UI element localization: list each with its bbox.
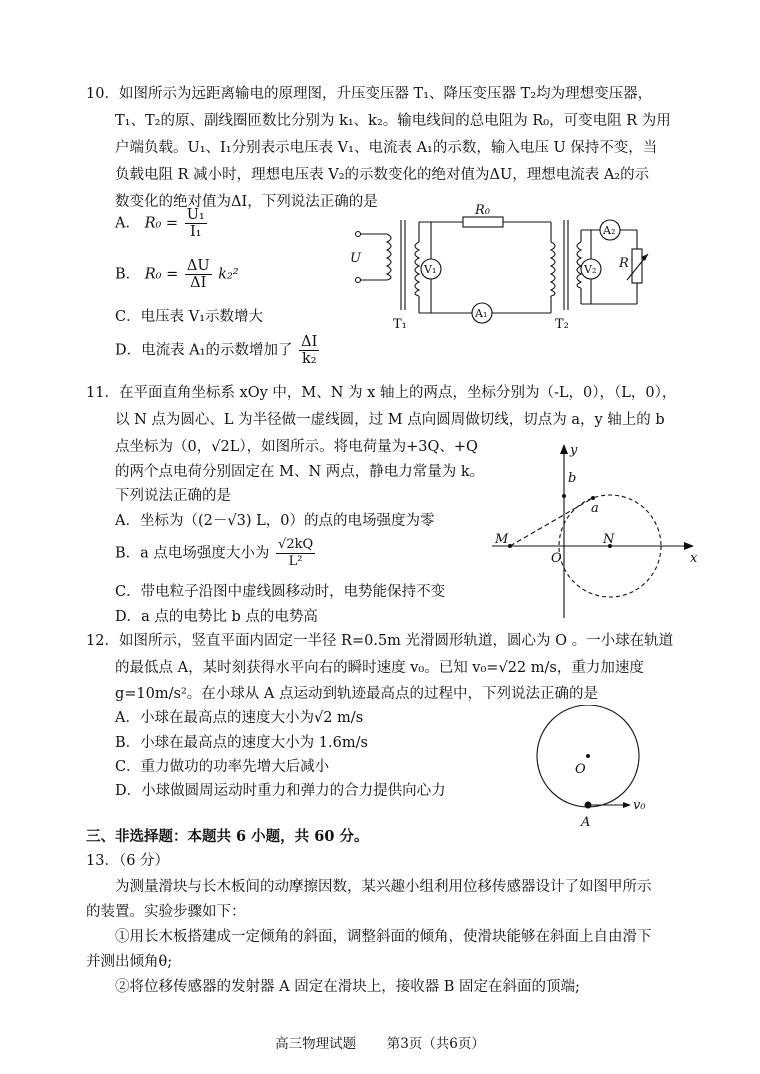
q12-option-c[interactable]: C．重力做功的功率先增大后减小 [115, 759, 330, 775]
q13-line-1: 为测量滑块与长木板间的动摩擦因数，某兴趣小组利用位移传感器设计了如图甲所示 [115, 879, 652, 895]
footer-subject: 高三物理试题 [275, 1036, 357, 1052]
input-terminal-top [356, 232, 361, 237]
r0-resistor [463, 217, 503, 227]
center-point [586, 754, 590, 758]
q12-option-a[interactable]: A．小球在最高点的速度大小为√2 m/s [115, 710, 364, 726]
coordinate-diagram [488, 440, 703, 622]
svg-text:T₂: T₂ [555, 317, 569, 332]
q13-line-5: ②将位移传感器的发射器 A 固定在滑块上，接收器 B 固定在斜面的顶端; [115, 979, 580, 995]
t1-secondary-coil [415, 242, 419, 296]
q10-option-d[interactable]: D．电流表 A₁的示数增加了 $\frac{\Delta I}{\text{k₂}}$ [115, 334, 318, 367]
q11-option-d[interactable]: D．a 点的电势比 b 点的电势高 [115, 609, 318, 625]
q11-line-5: 下列说法正确的是 [115, 488, 231, 504]
q11-line-3: 点坐标为（0，√2L），如图所示。将电荷量为+3Q、+Q [115, 439, 478, 455]
svg-text:A₂: A₂ [603, 224, 616, 237]
q12-line-2: 的最低点 A，某时刻获得水平向右的瞬时速度 v₀。已知 v₀=√22 m/s，重力加速度 [115, 660, 644, 676]
svg-text:O: O [575, 762, 586, 777]
svg-text:M: M [495, 532, 509, 547]
q11-line-4: 的两个点电荷分别固定在 M、N 两点，静电力常量为 k。 [115, 464, 485, 480]
svg-text:A: A [581, 815, 591, 830]
t1-primary-coil [387, 234, 391, 280]
q12-line-3: g=10m/s²。在小球从 A 点运动到轨迹最高点的过程中，下列说法正确的是 [115, 686, 598, 702]
circular-track-diagram [525, 705, 665, 835]
t2-secondary-coil [577, 242, 581, 288]
point-m [508, 544, 512, 548]
q13-line-2: 的装置。实验步骤如下： [86, 904, 246, 920]
q11-option-a[interactable]: A．坐标为（(2－√3) L，0）的点的电场强度为零 [115, 513, 435, 529]
svg-text:y: y [570, 443, 578, 458]
svg-text:b: b [568, 471, 577, 486]
q11-line-2: 以 N 点为圆心、L 为半径做一虚线圆，过 M 点向圆周做切线，切点为 a，y 轴上的 b [115, 412, 665, 428]
svg-text:x: x [690, 551, 698, 566]
q11-option-c[interactable]: C．带电粒子沿图中虚线圆移动时，电势能保持不变 [115, 584, 446, 600]
point-a [591, 496, 595, 500]
q10-option-b[interactable]: B． R₀ = $\frac{\Delta U}{\Delta I}$ k₂² [115, 258, 239, 291]
q12-line-1: 12．如图所示，竖直平面内固定一半径 R=0.5m 光滑圆形轨道，圆心为 O 。一小球在轨道 [86, 633, 674, 649]
q10-line-2: T₁、T₂的原、副线圈匝数比分别为 k₁、k₂。输电线间的总电阻为 R₀，可变电阻 R 为用 [115, 113, 671, 129]
q12-option-b[interactable]: B．小球在最高点的速度大小为 1.6m/s [115, 735, 368, 751]
svg-text:O: O [551, 551, 562, 566]
svg-text:R: R [619, 256, 629, 271]
svg-text:a: a [591, 501, 599, 516]
t2-primary-coil [551, 242, 555, 296]
power-transmission-diagram [345, 202, 665, 337]
ball [585, 802, 592, 809]
q10-line-4: 负载电阻 R 减小时，理想电压表 V₂的示数变化的绝对值为ΔU，理想电流表 A₂的示 [115, 167, 650, 183]
svg-text:R₀: R₀ [475, 203, 490, 218]
q11-option-b[interactable]: B．a 点电场强度大小为 $\frac{√2kQ}{\text{L²}}$ [115, 537, 314, 569]
q13-line-3: ①用长木板搭建成一定倾角的斜面，调整斜面的倾角，使滑块能够在斜面上自由滑下 [115, 929, 652, 945]
svg-text:T₁: T₁ [393, 317, 407, 332]
fraction: $\frac{\Delta U}{\Delta I}$ [186, 258, 210, 291]
fraction: $\frac{\text{U₁}}{\text{I₁}}$ [186, 207, 205, 240]
point-b [562, 494, 566, 498]
q10-option-a[interactable]: A． R₀ = $\frac{\text{U₁}}{\text{I₁}}$ [115, 207, 205, 240]
variable-resistor-r [632, 249, 642, 283]
fraction: $\frac{\Delta I}{\text{k₂}}$ [301, 334, 318, 367]
q10-line-5: 数变化的绝对值为ΔI，下列说法正确的是 [115, 194, 378, 210]
svg-text:V₂: V₂ [584, 263, 597, 276]
q11-line-1: 11．在平面直角坐标系 xOy 中，M、N 为 x 轴上的两点，坐标分别为（-L，0），（L，0）， [86, 385, 677, 401]
section-3-title: 三、非选择题：本题共 6 小题，共 60 分。 [86, 828, 369, 845]
q13-line-4: 并测出倾角θ; [86, 954, 173, 970]
q10-option-c[interactable]: C．电压表 V₁示数增大 [115, 309, 264, 325]
input-terminal-bottom [356, 278, 361, 283]
q12-option-d[interactable]: D．小球做圆周运动时重力和弹力的合力提供向心力 [115, 783, 446, 799]
svg-text:N: N [603, 532, 615, 547]
tangent-line [510, 498, 593, 546]
svg-text:U: U [350, 251, 361, 266]
q13-head: 13．（6 分） [86, 853, 170, 869]
fraction: $\frac{√2kQ}{\text{L²}}$ [278, 537, 314, 569]
page-footer [0, 1032, 760, 1052]
svg-text:A₁: A₁ [475, 307, 488, 320]
footer-page-number: 第3页（共6页） [386, 1036, 485, 1052]
svg-text:V₁: V₁ [424, 263, 437, 276]
svg-text:v₀: v₀ [633, 798, 646, 813]
q10-line-3: 户端负载。U₁、I₁分别表示电压表 V₁、电流表 A₁的示数，输入电压 U 保持不变，当 [115, 140, 658, 156]
q10-line-1: 10．如图所示为远距离输电的原理图，升压变压器 T₁、降压变压器 T₂均为理想变压器， [86, 86, 653, 102]
